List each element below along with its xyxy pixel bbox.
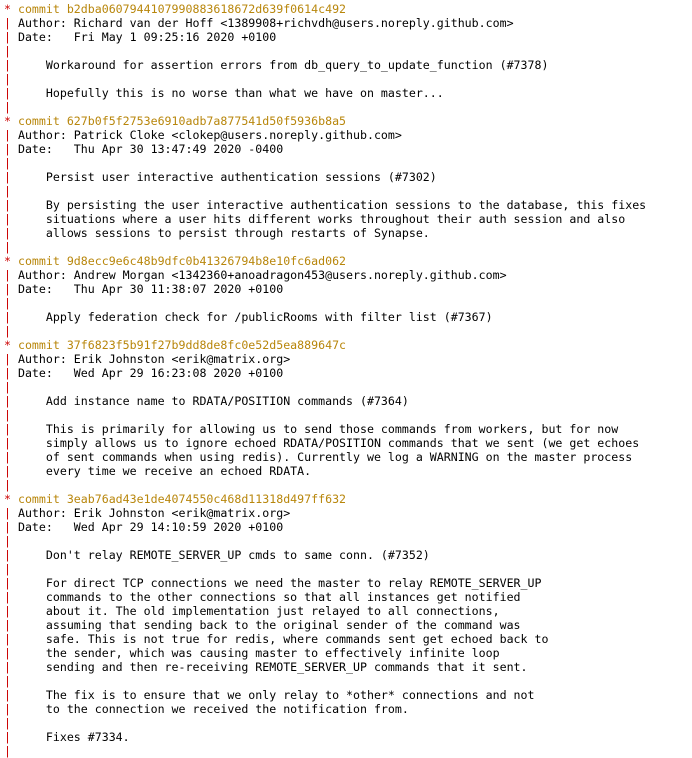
commit-header [4, 492, 692, 506]
message-line [4, 58, 692, 72]
graph-marker: | [4, 226, 11, 240]
graph-marker: | [4, 352, 11, 366]
message-line-text: assuming that sending back to the original sender of the command was [10, 618, 521, 632]
graph-marker: | [4, 142, 11, 156]
graph-marker: | [4, 632, 11, 646]
graph-marker: | [4, 408, 11, 422]
message-line-text: Workaround for assertion errors from db_query_to_update_function (#7378) [10, 58, 549, 72]
graph-marker: | [4, 394, 11, 408]
graph-marker: | [4, 506, 11, 520]
author-line-text: Author: Patrick Cloke <clokep@users.noreply.github.com> [10, 128, 402, 142]
graph-spacer [4, 478, 692, 492]
graph-spacer [4, 72, 692, 86]
author-line [4, 16, 692, 30]
date-line-text: Date: Wed Apr 29 14:10:59 2020 +0100 [10, 520, 284, 534]
graph-marker: * [4, 492, 11, 506]
graph-marker: | [4, 268, 11, 282]
date-line [4, 30, 692, 44]
author-line-text: Author: Andrew Morgan <1342360+anoadragon453@users.noreply.github.com> [10, 268, 507, 282]
graph-marker: | [4, 86, 11, 100]
message-line [4, 590, 692, 604]
message-line-text: safe. This is not true for redis, where commands sent get echoed back to [10, 632, 549, 646]
message-line [4, 226, 692, 240]
graph-marker: | [4, 184, 11, 198]
graph-spacer [4, 408, 692, 422]
graph-spacer [4, 380, 692, 394]
message-line-text: The fix is to ensure that we only relay to *other* connections and not [10, 688, 535, 702]
graph-marker: | [4, 576, 11, 590]
author-line [4, 128, 692, 142]
message-line-text: every time we receive an echoed RDATA. [10, 464, 312, 478]
graph-marker: | [4, 170, 11, 184]
message-line [4, 548, 692, 562]
message-line [4, 170, 692, 184]
graph-spacer [4, 296, 692, 310]
message-line [4, 310, 692, 324]
commit-header-text: commit 9d8ecc9e6c48b9dfc0b41326794b8e10fc6ad062 [10, 254, 347, 268]
message-line [4, 464, 692, 478]
message-line-text: Hopefully this is no worse than what we have on master... [10, 86, 444, 100]
graph-marker: | [4, 128, 11, 142]
author-line [4, 268, 692, 282]
graph-marker: | [4, 744, 11, 758]
graph-marker: | [4, 660, 11, 674]
graph-marker: * [4, 254, 11, 268]
graph-spacer [4, 744, 692, 758]
message-line [4, 212, 692, 226]
graph-marker: | [4, 702, 11, 716]
graph-marker: | [4, 310, 11, 324]
message-line [4, 436, 692, 450]
graph-marker: | [4, 730, 11, 744]
graph-marker: | [4, 324, 11, 338]
graph-marker: | [4, 366, 11, 380]
message-line-text: Don't relay REMOTE_SERVER_UP cmds to same conn. (#7352) [10, 548, 430, 562]
commit-header [4, 2, 692, 16]
graph-marker: | [4, 422, 11, 436]
graph-marker: | [4, 520, 11, 534]
graph-marker: | [4, 716, 11, 730]
message-line-text: the sender, which was causing master to effectively infinite loop [10, 646, 500, 660]
graph-marker: | [4, 156, 11, 170]
graph-marker: | [4, 534, 11, 548]
message-line [4, 86, 692, 100]
graph-marker: * [4, 2, 11, 16]
commit-header [4, 254, 692, 268]
message-line-text: sending and then re-receiving REMOTE_SERVER_UP commands that it sent. [10, 660, 528, 674]
message-line-text: situations where a user hits different works throughout their auth session and also [10, 212, 626, 226]
commit-header-text: commit 627b0f5f2753e6910adb7a877541d50f5936b8a5 [10, 114, 347, 128]
date-line [4, 366, 692, 380]
message-line [4, 576, 692, 590]
graph-marker: | [4, 240, 11, 254]
graph-spacer [4, 674, 692, 688]
graph-marker: * [4, 338, 11, 352]
commit-header-text: commit b2dba0607944107990883618672d639f0614c492 [10, 2, 347, 16]
message-line-text: Apply federation check for /publicRooms with filter list (#7367) [10, 310, 493, 324]
message-line [4, 450, 692, 464]
message-line-text: commands to the other connections so that all instances get notified [10, 590, 521, 604]
message-line [4, 702, 692, 716]
graph-marker: | [4, 282, 11, 296]
message-line [4, 646, 692, 660]
graph-marker: | [4, 590, 11, 604]
message-line-text: For direct TCP connections we need the master to relay REMOTE_SERVER_UP [10, 576, 542, 590]
graph-marker: | [4, 58, 11, 72]
graph-marker: | [4, 16, 11, 30]
date-line [4, 520, 692, 534]
graph-marker: | [4, 478, 11, 492]
graph-marker: | [4, 296, 11, 310]
message-line [4, 632, 692, 646]
date-line-text: Date: Thu Apr 30 11:38:07 2020 +0100 [10, 282, 284, 296]
message-line-text: to the connection we received the notification from. [10, 702, 409, 716]
graph-spacer [4, 44, 692, 58]
message-line [4, 688, 692, 702]
graph-spacer [4, 716, 692, 730]
message-line [4, 730, 692, 744]
message-line-text: simply allows us to ignore echoed RDATA/POSITION commands that we sent (we get echoes [10, 436, 640, 450]
author-line [4, 352, 692, 366]
message-line-text: Fixes #7334. [10, 730, 130, 744]
graph-spacer [4, 184, 692, 198]
graph-marker: | [4, 618, 11, 632]
date-line-text: Date: Thu Apr 30 13:47:49 2020 -0400 [10, 142, 284, 156]
message-line-text: of sent commands when using redis). Currently we log a WARNING on the master process [10, 450, 633, 464]
graph-spacer [4, 562, 692, 576]
date-line [4, 142, 692, 156]
graph-marker: | [4, 380, 11, 394]
message-line [4, 618, 692, 632]
message-line [4, 198, 692, 212]
date-line [4, 282, 692, 296]
message-line [4, 422, 692, 436]
message-line-text: allows sessions to persist through restarts of Synapse. [10, 226, 430, 240]
graph-spacer [4, 100, 692, 114]
message-line-text: By persisting the user interactive authentication sessions to the database, this fixes [10, 198, 647, 212]
message-line [4, 660, 692, 674]
commit-header [4, 338, 692, 352]
author-line-text: Author: Erik Johnston <erik@matrix.org> [10, 352, 291, 366]
graph-spacer [4, 534, 692, 548]
commit-header-text: commit 37f6823f5b91f27b9dd8de8fc0e52d5ea889647c [10, 338, 347, 352]
graph-marker: | [4, 548, 11, 562]
graph-spacer [4, 156, 692, 170]
graph-marker: | [4, 30, 11, 44]
graph-marker: * [4, 114, 11, 128]
graph-spacer [4, 240, 692, 254]
message-line [4, 394, 692, 408]
message-line-text: This is primarily for allowing us to send those commands from workers, but for now [10, 422, 619, 436]
author-line-text: Author: Richard van der Hoff <1389908+richvdh@users.noreply.github.com> [10, 16, 514, 30]
date-line-text: Date: Wed Apr 29 16:23:08 2020 +0100 [10, 366, 284, 380]
date-line-text: Date: Fri May 1 09:25:16 2020 +0100 [10, 30, 277, 44]
graph-marker: | [4, 450, 11, 464]
graph-marker: | [4, 464, 11, 478]
graph-spacer [4, 324, 692, 338]
graph-marker: | [4, 44, 11, 58]
author-line [4, 506, 692, 520]
graph-marker: | [4, 436, 11, 450]
graph-marker: | [4, 562, 11, 576]
message-line [4, 604, 692, 618]
graph-marker: | [4, 646, 11, 660]
graph-marker: | [4, 198, 11, 212]
author-line-text: Author: Erik Johnston <erik@matrix.org> [10, 506, 291, 520]
graph-marker: | [4, 72, 11, 86]
graph-marker: | [4, 212, 11, 226]
message-line-text: about it. The old implementation just relayed to all connections, [10, 604, 500, 618]
commit-header [4, 114, 692, 128]
graph-marker: | [4, 674, 11, 688]
graph-marker: | [4, 604, 11, 618]
graph-marker: | [4, 688, 11, 702]
message-line-text: Persist user interactive authentication sessions (#7302) [10, 170, 437, 184]
commit-header-text: commit 3eab76ad43e1de4074550c468d11318d497ff632 [10, 492, 347, 506]
graph-marker: | [4, 100, 11, 114]
message-line-text: Add instance name to RDATA/POSITION commands (#7364) [10, 394, 409, 408]
